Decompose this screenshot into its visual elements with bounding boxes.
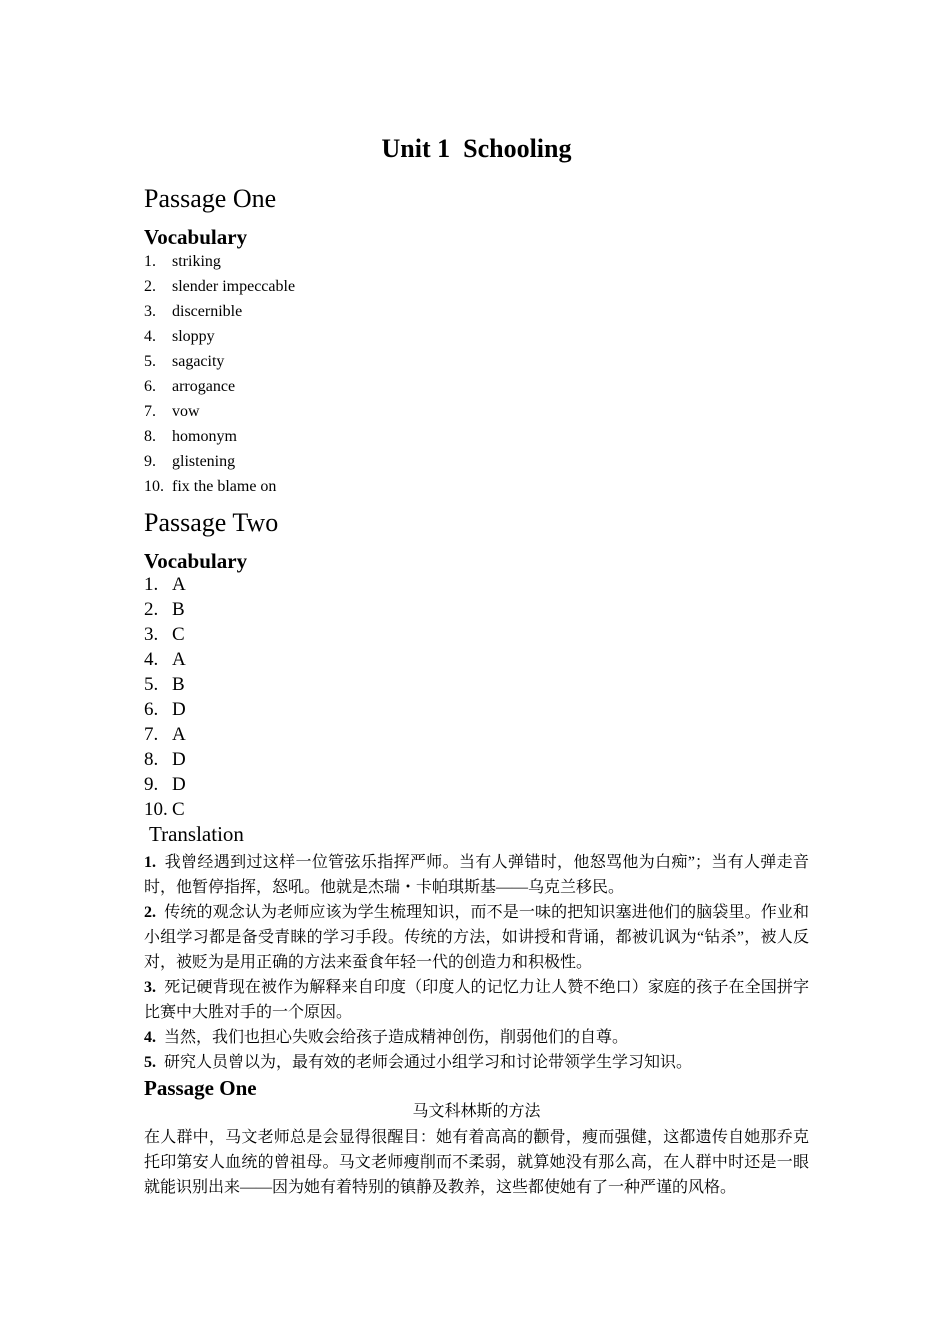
list-item: 5. B [144, 674, 185, 695]
passage-two-vocabulary-heading: Vocabulary [144, 549, 248, 573]
list-item: 7. vow [144, 403, 200, 420]
passage-one-text-heading: Passage One [144, 1076, 257, 1100]
list-item: 4. A [144, 649, 186, 670]
story-paragraph: 在人群中，马文老师总是会显得很醒目：她有着高高的颧骨，瘦而强健，这都遗传自她那乔克托印第安人血统的曾祖母。马文老师瘦削而不柔弱，就算她没有那么高，在人群中时还是一眼就能识别出来——因为她有着特别的镇静及教养，这些都使她有了一种严谨的风格。 [144, 1129, 809, 1196]
list-item: 7. A [144, 724, 186, 745]
list-item: 8. homonym [144, 428, 237, 445]
translation-item: 1. 我曾经遇到过这样一位管弦乐指挥严师。当有人弹错时，他怒骂他为白痴”；当有人弹走音时，他暂停指挥，怒吼。他就是杰瑞・卡帕琪斯基——乌克兰移民。 [144, 854, 810, 896]
story-title: 马文科林斯的方法 [412, 1103, 541, 1120]
passage-one-vocabulary-heading: Vocabulary [144, 225, 248, 249]
translation-list [144, 850, 809, 1075]
translation-item: 4. 当然，我们也担心失败会给孩子造成精神创伤，削弱他们的自尊。 [144, 1029, 629, 1046]
passage-two-heading: Passage Two [144, 508, 279, 537]
list-item: 4. sloppy [144, 328, 215, 345]
passage-one-heading: Passage One [144, 184, 277, 213]
list-item: 10. C [144, 799, 185, 820]
list-item: 2. B [144, 599, 185, 620]
list-item: 5. sagacity [144, 353, 225, 370]
unit-title: Unit 1 Schooling [381, 134, 572, 163]
list-item: 1. A [144, 574, 186, 595]
translation-item: 3. 死记硬背现在被作为解释来自印度（印度人的记忆力让人赞不绝口）家庭的孩子在全国拼字比赛中大胜对手的一个原因。 [144, 979, 809, 1021]
translation-heading: Translation [149, 822, 244, 846]
list-item: 1. striking [144, 253, 221, 270]
passage-two-answer-list [144, 572, 186, 822]
list-item: 9. D [144, 774, 186, 795]
translation-item: 5. 研究人员曾以为，最有效的老师会通过小组学习和讨论带领学生学习知识。 [144, 1054, 693, 1071]
list-item: 3. discernible [144, 303, 243, 320]
list-item: 6. arrogance [144, 378, 236, 395]
list-item: 3. C [144, 624, 185, 645]
list-item: 2. slender impeccable [144, 278, 296, 295]
list-item: 9. glistening [144, 453, 236, 470]
translation-item: 2. 传统的观念认为老师应该为学生梳理知识，而不是一味的把知识塞进他们的脑袋里。作业和小组学习都是备受青睐的学习手段。传统的方法，如讲授和背诵，都被讥讽为“钻杀”，被人反对，被贬为是用正确的方法来蚕食年轻一代的创造力和积极性。 [144, 904, 809, 971]
list-item: 10. fix the blame on [144, 478, 277, 495]
passage-one-vocabulary-list [144, 249, 295, 499]
list-item: 6. D [144, 699, 186, 720]
list-item: 8. D [144, 749, 186, 770]
